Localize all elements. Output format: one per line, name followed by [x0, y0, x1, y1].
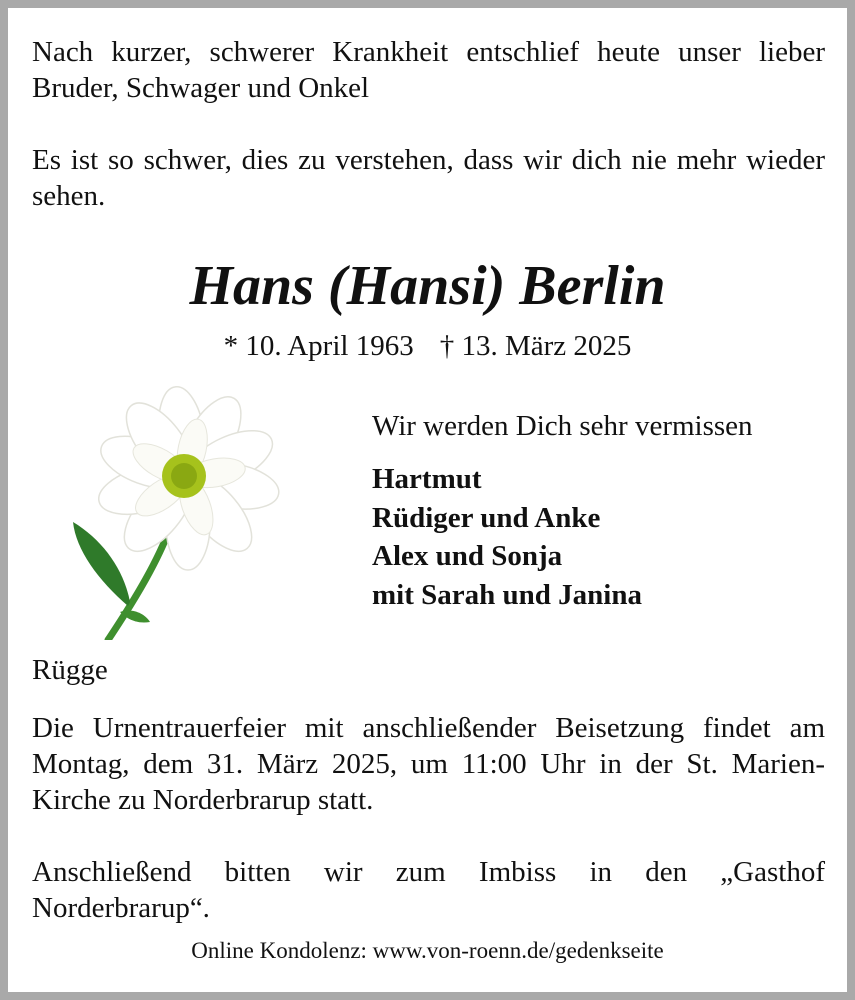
mourner-name: Hartmut	[372, 463, 482, 495]
obituary-card	[8, 8, 847, 992]
deceased-name: Hans (Hansi) Berlin	[189, 255, 666, 317]
mourners-list	[372, 460, 642, 614]
birth-date: * 10. April 1963	[223, 330, 414, 362]
life-dates	[8, 328, 847, 364]
mourner-name: Alex und Sonja	[372, 540, 563, 572]
ceremony-text: Die Urnentrauerfeier mit anschließender Beisetzung findet am Montag, dem 31. März 2025, um 11:00 Uhr in der St. Marien-Kirche zu Norderbrarup statt.	[32, 712, 825, 816]
farewell-text: Wir werden Dich sehr vermissen	[372, 410, 753, 442]
intro-text: Nach kurzer, schwerer Krankheit entschlief heute unser lieber Bruder, Schwager und Onkel	[32, 36, 825, 104]
reception-text: Anschließend bitten wir zum Imbiss in den „Gasthof Norderbrarup“.	[32, 856, 825, 924]
mourner-name: mit Sarah und Janina	[372, 578, 642, 611]
mourner-name: Rüdiger und Anke	[372, 501, 601, 534]
place-name: Rügge	[32, 654, 108, 686]
online-condolence: Online Kondolenz: www.von-roenn.de/gedenkseite	[191, 938, 664, 963]
death-date: † 13. März 2025	[439, 330, 632, 362]
flower-icon	[58, 380, 288, 640]
quote-text: Es ist so schwer, dies zu verstehen, dass wir dich nie mehr wieder sehen.	[32, 144, 825, 212]
